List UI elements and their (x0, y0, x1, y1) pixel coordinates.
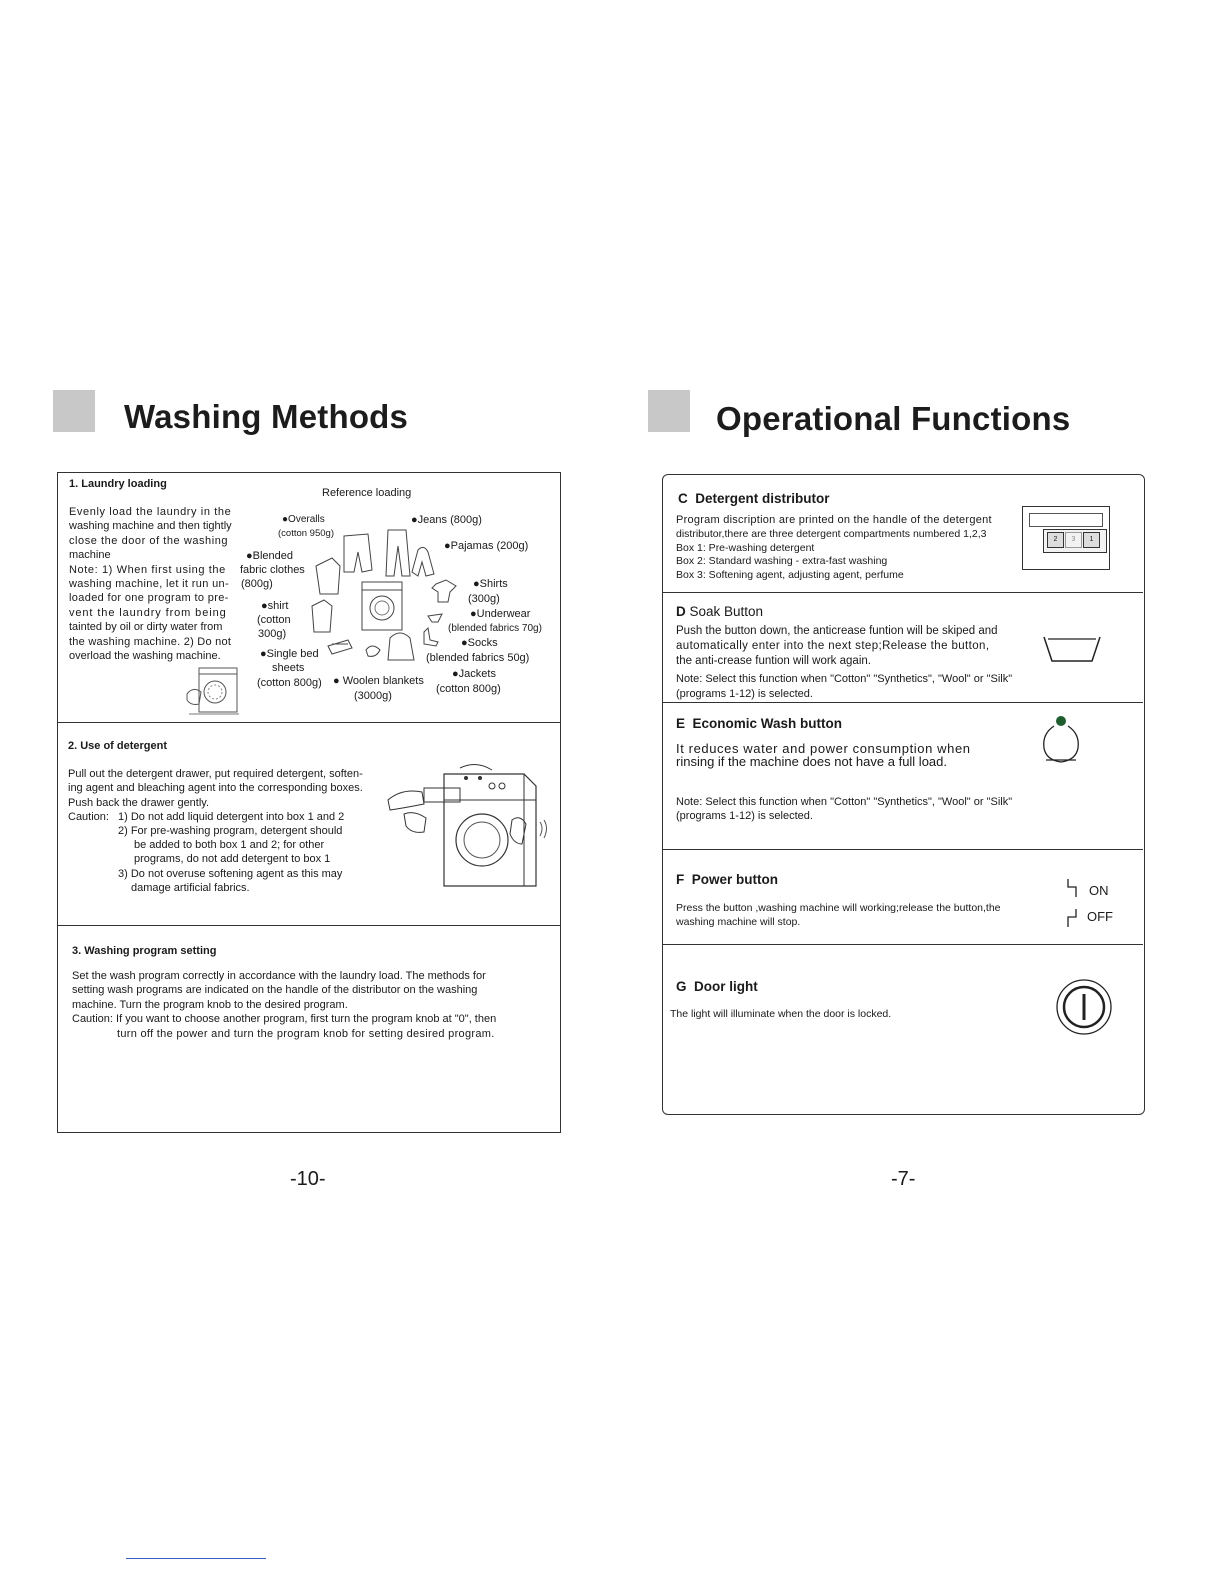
label-underwear-weight: (blended fabrics 70g) (448, 623, 542, 634)
section-title-laundry-loading: 1. Laundry loading (69, 478, 167, 490)
section-marker-right (648, 390, 690, 432)
text-line: Note: 1) When first using the (69, 563, 226, 576)
page-title-operational-functions: Operational Functions (716, 400, 1071, 437)
text-line: It reduces water and power consumption when (676, 741, 971, 756)
section-title-economic-wash (676, 716, 842, 731)
label-underwear: ●Underwear (470, 608, 531, 620)
text-line: ing agent and bleaching agent into the corresponding boxes. (68, 782, 363, 795)
small-washing-machine-illustration (185, 664, 240, 718)
text-line: (programs 1-12) is selected. (676, 810, 813, 822)
door-light-text: The light will illuminate when the door is locked. (670, 1008, 892, 1020)
label-shirts: ●Shirts (473, 578, 508, 590)
caution-line: 3) Do not overuse softening agent as this may (118, 868, 343, 880)
page-number-left: -10- (290, 1168, 326, 1190)
text-line: distributor,there are three detergent compartments numbered 1,2,3 (676, 527, 987, 540)
power-on-label: ON (1089, 883, 1109, 898)
text-line: Program discription are printed on the handle of the detergent (676, 514, 992, 526)
label-blended: ●Blended (246, 550, 294, 562)
detergent-text (68, 767, 363, 810)
text-line: Box 2: Standard washing - extra-fast washing (676, 555, 888, 568)
compartment-3: 3 (1065, 532, 1082, 548)
text-line: automatically enter into the next step;Release the button, (676, 640, 990, 652)
label-shirt: ●shirt (261, 600, 289, 612)
page-number-right: -7- (891, 1168, 916, 1190)
label-woolen-weight: (3000g) (354, 690, 392, 702)
footer-underline (126, 1558, 266, 1559)
power-button-text (676, 901, 1001, 929)
text-line: overload the washing machine. (69, 650, 221, 663)
text-line: tainted by oil or dirty water from (69, 621, 223, 634)
text-line: Note: Select this function when "Cotton" "Synthetics", "Wool" or "Silk" (676, 796, 1013, 808)
label-socks-weight: (blended fabrics 50g) (426, 652, 530, 664)
text-line: machine (69, 549, 111, 562)
label-single-bed-3: (cotton 800g) (257, 677, 322, 689)
section-title-text: Economic Wash button (692, 716, 843, 731)
label-jackets-weight: (cotton 800g) (436, 683, 501, 695)
section-title-use-of-detergent: 2. Use of detergent (68, 740, 168, 752)
section-title-soak-button (676, 604, 763, 619)
text-line: Push the button down, the anticrease funtion will be skiped and (676, 625, 998, 637)
divider (57, 722, 560, 723)
text-line: washing machine will stop. (676, 916, 801, 928)
label-woolen: ● Woolen blankets (333, 675, 424, 687)
text-line: turn off the power and turn the program knob for setting desired program. (117, 1027, 495, 1040)
text-line: Push back the drawer gently. (68, 796, 210, 809)
power-off-icon (1066, 908, 1078, 928)
laundry-loading-text (69, 505, 231, 663)
compartment-1: 1 (1083, 532, 1100, 548)
caution-line: programs, do not add detergent to box 1 (134, 853, 331, 865)
reference-laundry-illustration (310, 522, 460, 672)
detergent-drawer-diagram (1022, 506, 1110, 570)
label-shirt-3: 300g) (258, 628, 287, 640)
economic-wash-icon (1038, 714, 1084, 766)
section-letter: E (676, 716, 686, 731)
economic-wash-text (676, 742, 971, 768)
soak-basin-icon (1042, 635, 1102, 665)
divider (57, 925, 560, 926)
section-marker-left (53, 390, 95, 432)
caution-line: 2) For pre-washing program, detergent should (118, 825, 343, 837)
caution-label: Caution: (68, 811, 109, 823)
compartment-2: 2 (1047, 532, 1064, 548)
detergent-drawer-illustration (384, 760, 550, 890)
section-letter: C (678, 491, 688, 506)
text-line: the anti-crease funtion will work again. (676, 655, 871, 667)
text-line: rinsing if the machine does not have a full load. (676, 754, 948, 769)
divider (663, 702, 1143, 703)
text-line: vent the laundry from being (69, 606, 227, 619)
detergent-distributor-text (676, 514, 992, 583)
label-pajamas: ●Pajamas (200g) (444, 540, 529, 552)
section-letter: G (676, 979, 687, 994)
caution-line: damage artificial fabrics. (131, 882, 250, 894)
section-title-text: Power button (691, 872, 779, 887)
section-title-power-button (676, 872, 778, 887)
program-setting-text (72, 969, 496, 1041)
section-title-detergent-distributor (678, 491, 830, 506)
reference-loading-title: Reference loading (322, 487, 412, 499)
text-line: loaded for one program to pre- (69, 592, 229, 605)
section-title-text: Door light (694, 979, 758, 994)
divider (663, 849, 1143, 850)
text-line: Caution: If you want to choose another program, first turn the program knob at "0", then (72, 1013, 497, 1026)
text-line: Evenly load the laundry in the (69, 506, 232, 518)
text-line: the washing machine. 2) Do not (69, 635, 232, 648)
text-line: washing machine and then tightly (69, 520, 232, 533)
label-shirt-2: (cotton (257, 614, 291, 626)
text-line: close the door of the washing (69, 534, 229, 547)
section-title-washing-program-setting: 3. Washing program setting (72, 945, 217, 957)
divider (663, 592, 1143, 593)
label-jackets: ●Jackets (452, 668, 496, 680)
door-light-icon (1054, 977, 1114, 1037)
text-line: Set the wash program correctly in accordance with the laundry load. The methods for (72, 970, 486, 982)
power-off-label: OFF (1087, 909, 1113, 924)
label-overalls: ●Overalls (282, 514, 325, 525)
text-line: Press the button ,washing machine will working;release the button,the (676, 902, 1001, 914)
section-title-door-light (676, 979, 758, 994)
label-socks: ●Socks (461, 637, 498, 649)
text-line: Note: Select this function when "Cotton" "Synthetics", "Wool" or "Silk" (676, 673, 1013, 685)
text-line: (programs 1-12) is selected. (676, 687, 813, 700)
caution-line: 1) Do not add liquid detergent into box 1 and 2 (118, 811, 345, 823)
section-title-text: Soak Button (689, 604, 764, 619)
text-line: washing machine, let it run un- (69, 578, 230, 591)
text-line: setting wash programs are indicated on the handle of the distributor on the washing (72, 984, 478, 997)
divider (663, 944, 1143, 945)
text-line: Pull out the detergent drawer, put required detergent, soften- (68, 768, 363, 780)
section-title-text: Detergent distributor (695, 491, 830, 506)
economic-wash-note (676, 795, 1012, 823)
text-line: Box 1: Pre-washing detergent (676, 541, 815, 554)
power-on-icon (1066, 878, 1078, 898)
label-blended-2: fabric clothes (240, 564, 305, 576)
soak-button-text (676, 624, 1012, 701)
text-line: machine. Turn the program knob to the desired program. (72, 998, 348, 1011)
label-overalls-weight: (cotton 950g) (278, 528, 334, 539)
label-jeans: ●Jeans (800g) (411, 514, 482, 526)
page-title-washing-methods: Washing Methods (124, 398, 409, 435)
section-letter: D (676, 604, 686, 619)
label-single-bed: ●Single bed (260, 648, 319, 660)
label-blended-3: (800g) (241, 578, 273, 590)
caution-line: be added to both box 1 and 2; for other (134, 839, 325, 851)
label-single-bed-2: sheets (272, 662, 305, 674)
text-line: Box 3: Softening agent, adjusting agent, perfume (676, 569, 904, 582)
section-letter: F (676, 872, 685, 887)
label-shirts-weight: (300g) (468, 593, 500, 605)
